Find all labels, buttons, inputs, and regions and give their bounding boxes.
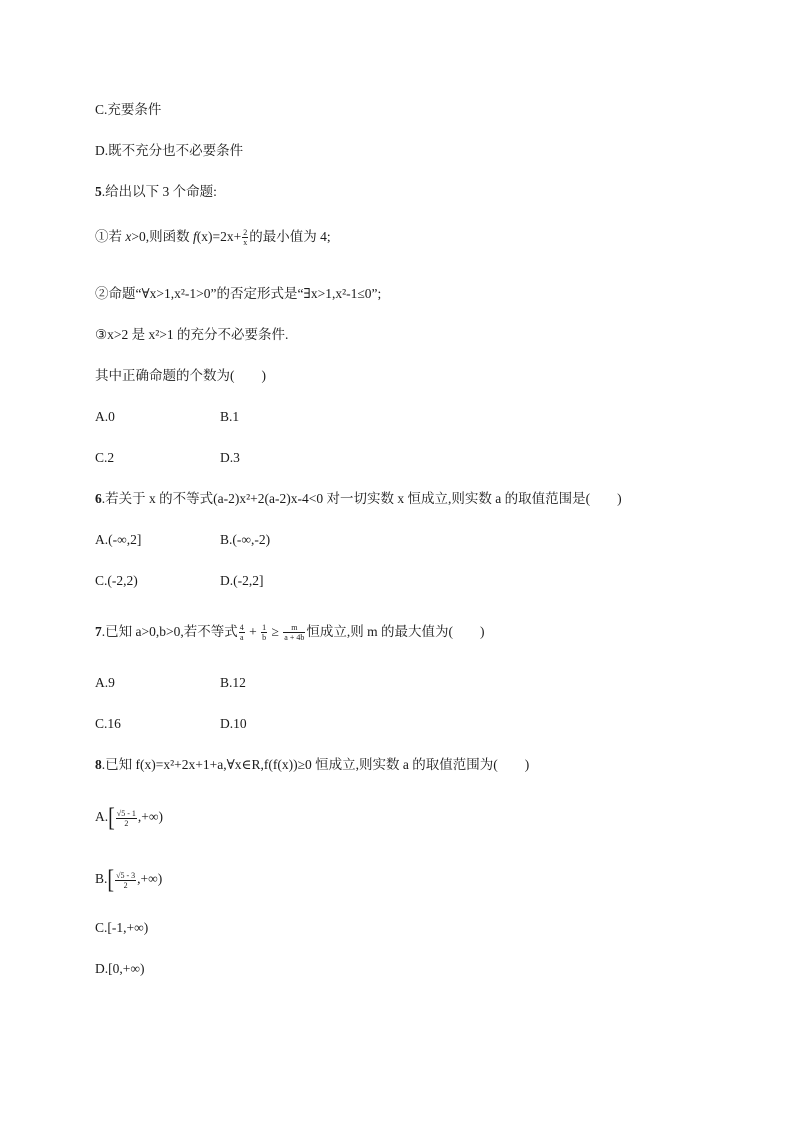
q8-option-b-label: B.	[95, 871, 108, 887]
q8-option-b-den: 2	[123, 880, 128, 890]
q5-p1-f: f	[193, 229, 197, 244]
q8-option-b-bracket: [	[107, 865, 115, 895]
q6-option-d: D.(-2,2]	[220, 573, 264, 588]
q5-p1-var: x	[125, 229, 132, 244]
q7-geq: ≥	[268, 624, 283, 639]
q7-option-c: C.16	[95, 716, 121, 731]
q7-number: 7	[95, 624, 102, 639]
q5-option-a: A.0	[95, 409, 115, 424]
q5-option-c: C.2	[95, 450, 115, 465]
q5-proposition-1	[95, 228, 331, 247]
q8-option-a-tail: ,+∞)	[137, 809, 163, 825]
q5-number: 5	[95, 184, 102, 199]
q7-option-d: D.10	[220, 716, 247, 731]
q6-number: 6	[95, 491, 102, 506]
q8-option-b-tail: ,+∞)	[137, 871, 163, 887]
q8-option-a-bracket: [	[108, 803, 115, 833]
q7-f3-den: a + 4b	[284, 633, 305, 643]
q5-option-b: B.1	[220, 409, 240, 424]
q7-fraction-2	[261, 623, 267, 642]
q7-stem-pre: .已知 a>0,b>0,若不等式	[101, 624, 238, 639]
q5-p1-mid: >0,则函数	[131, 229, 193, 244]
q8-option-b-fraction	[115, 871, 136, 890]
q8-number: 8	[95, 757, 102, 772]
q7-f3-num: m	[283, 623, 305, 633]
q5-p1-frac-num: 2	[243, 228, 248, 238]
q5-stem	[95, 183, 217, 201]
q8-option-b-num: √5 - 3	[116, 870, 136, 880]
q5-p1-frac-den: x	[243, 238, 248, 248]
q6-option-b: B.(-∞,-2)	[220, 532, 271, 547]
q5-p1-pre: ①若	[95, 229, 126, 244]
q8-option-c: C.[-1,+∞)	[95, 920, 149, 935]
q7-option-a: A.9	[95, 675, 115, 690]
q8-option-a-num: √5 - 1	[116, 808, 136, 818]
q5-option-d: D.3	[220, 450, 240, 465]
q7-f2-den: b	[262, 633, 267, 643]
q7-f2-num: 1	[262, 623, 267, 633]
q6-option-a: A.(-∞,2]	[95, 532, 142, 547]
q7-stem	[95, 623, 484, 642]
q5-p1-fx: (x)	[196, 229, 213, 244]
q5-p1-fraction	[242, 228, 248, 247]
q7-fraction-1	[239, 623, 245, 642]
q5-stem-text: .给出以下 3 个命题:	[101, 184, 217, 199]
q8-stem-text: .已知 f(x)=x²+2x+1+a,∀x∈R,f(f(x))≥0 恒成立,则实数 a 的取值范围为( )	[101, 757, 530, 772]
q8-option-a-label: A.	[95, 809, 109, 825]
q5-p1-eq: =2x+	[212, 229, 242, 244]
q5-question: 其中正确命题的个数为( )	[95, 368, 266, 383]
q8-option-a	[95, 803, 163, 833]
q6-stem	[95, 490, 622, 508]
q6-option-c: C.(-2,2)	[95, 573, 138, 588]
q4-option-d: D.既不充分也不必要条件	[95, 143, 244, 158]
q5-p1-post: 的最小值为 4;	[249, 229, 331, 244]
q5-proposition-3: ③x>2 是 x²>1 的充分不必要条件.	[95, 327, 289, 342]
q8-stem	[95, 756, 529, 774]
q8-option-d: D.[0,+∞)	[95, 961, 145, 976]
q5-proposition-2: ②命题“∀x>1,x²-1>0”的否定形式是“∃x>1,x²-1≤0”;	[95, 286, 382, 301]
q7-f1-num: 4	[239, 623, 244, 633]
q8-option-a-fraction	[116, 809, 137, 828]
q8-option-a-den: 2	[124, 818, 129, 828]
q7-option-b: B.12	[220, 675, 246, 690]
q7-fraction-3	[283, 623, 305, 642]
q7-plus: +	[245, 624, 261, 639]
q6-stem-text: .若关于 x 的不等式(a-2)x²+2(a-2)x-4<0 对一切实数 x 恒成立,则实数 a 的取值范围是( )	[101, 491, 622, 506]
q8-option-b	[95, 865, 163, 895]
q7-f1-den: a	[239, 633, 244, 643]
q4-option-c: C.充要条件	[95, 102, 162, 117]
q7-stem-post: 恒成立,则 m 的最大值为( )	[306, 624, 485, 639]
